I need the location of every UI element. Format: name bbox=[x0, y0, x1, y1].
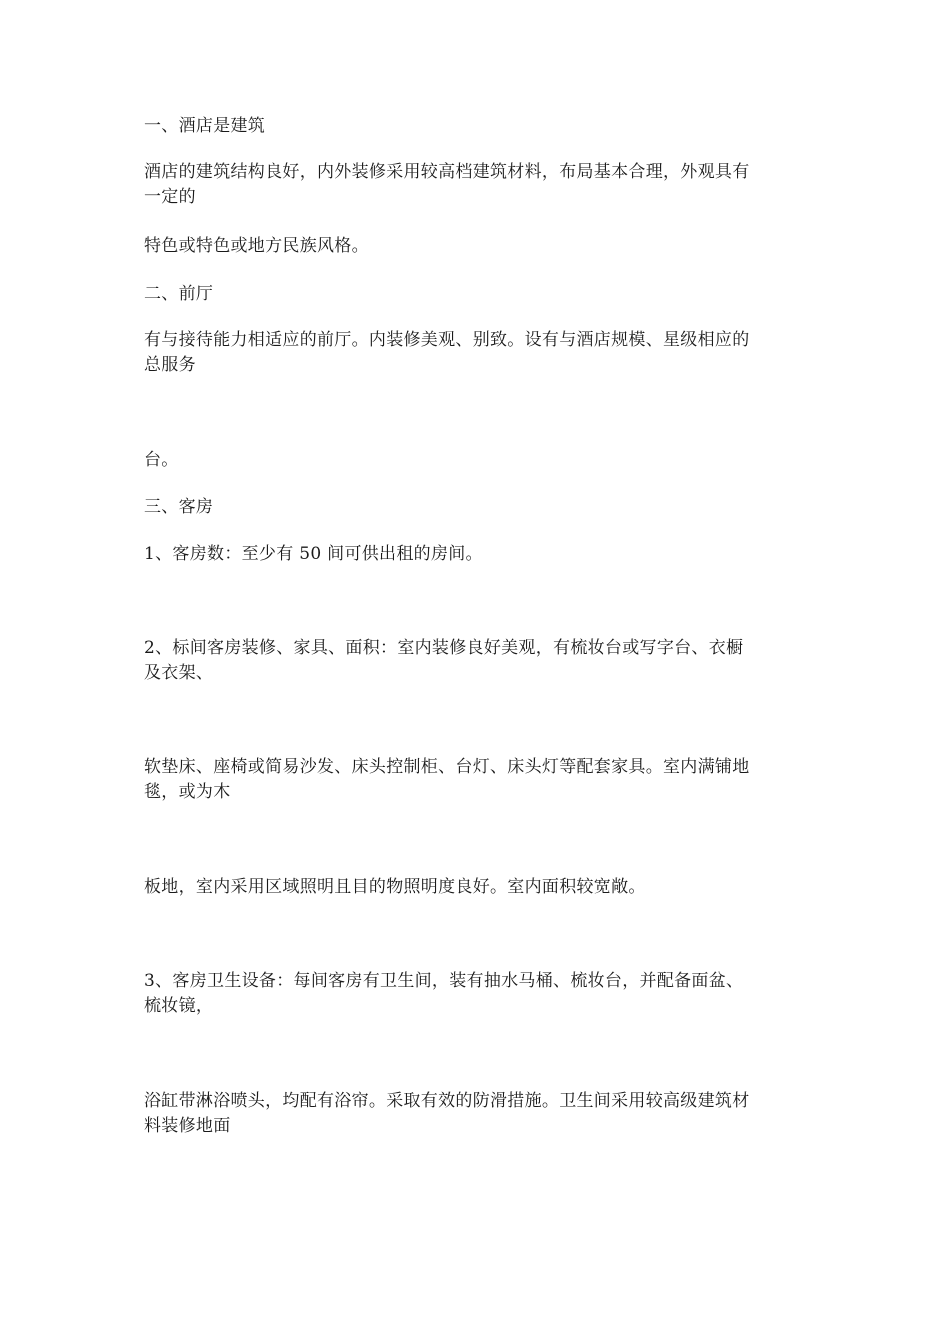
text-line: 有与接待能力相适应的前厅。内装修美观、别致。设有与酒店规模、星级相应的 bbox=[144, 330, 750, 350]
text-line: 浴缸带淋浴喷头，均配有浴帘。采取有效的防滑措施。卫生间采用较高级建筑材 bbox=[144, 1091, 750, 1111]
heading-building bbox=[144, 114, 814, 139]
text-line: 台。 bbox=[144, 450, 179, 470]
text-line: 软垫床、座椅或简易沙发、床头控制柜、台灯、床头灯等配套家具。室内满铺地 bbox=[144, 757, 750, 777]
paragraph-bathroom-cont bbox=[144, 1089, 814, 1139]
text-line: 三、客房 bbox=[144, 497, 214, 517]
text-line: 料装修地面 bbox=[144, 1116, 231, 1136]
text-line: 板地，室内采用区域照明且目的物照明度良好。室内面积较宽敞。 bbox=[144, 877, 646, 897]
text-line: 一定的 bbox=[144, 187, 196, 207]
paragraph-room-lighting bbox=[144, 875, 814, 900]
text-line: 二、前厅 bbox=[144, 284, 214, 304]
paragraph-building-structure bbox=[144, 160, 814, 210]
text-line: 及衣架、 bbox=[144, 663, 214, 683]
paragraph-room-count bbox=[144, 542, 814, 567]
paragraph-lobby-cont bbox=[144, 448, 814, 473]
text-line: 2、标间客房装修、家具、面积：室内装修良好美观，有梳妆台或写字台、衣橱 bbox=[144, 638, 744, 658]
text-line: 3、客房卫生设备：每间客房有卫生间，装有抽水马桶、梳妆台，并配备面盆、 bbox=[144, 971, 744, 991]
paragraph-lobby bbox=[144, 328, 814, 378]
paragraph-room-furnishing bbox=[144, 636, 814, 686]
heading-lobby bbox=[144, 282, 814, 307]
text-line: 1、客房数：至少有 50 间可供出租的房间。 bbox=[144, 544, 483, 564]
paragraph-bathroom bbox=[144, 969, 814, 1019]
heading-rooms bbox=[144, 495, 814, 520]
text-line: 毯，或为木 bbox=[144, 782, 231, 802]
text-line: 特色或特色或地方民族风格。 bbox=[144, 236, 369, 256]
paragraph-room-furniture bbox=[144, 755, 814, 805]
text-line: 酒店的建筑结构良好，内外装修采用较高档建筑材料，布局基本合理，外观具有 bbox=[144, 162, 750, 182]
text-line: 总服务 bbox=[144, 355, 196, 375]
paragraph-building-style bbox=[144, 234, 814, 259]
text-line: 一、酒店是建筑 bbox=[144, 116, 266, 136]
text-line: 梳妆镜， bbox=[144, 996, 214, 1016]
